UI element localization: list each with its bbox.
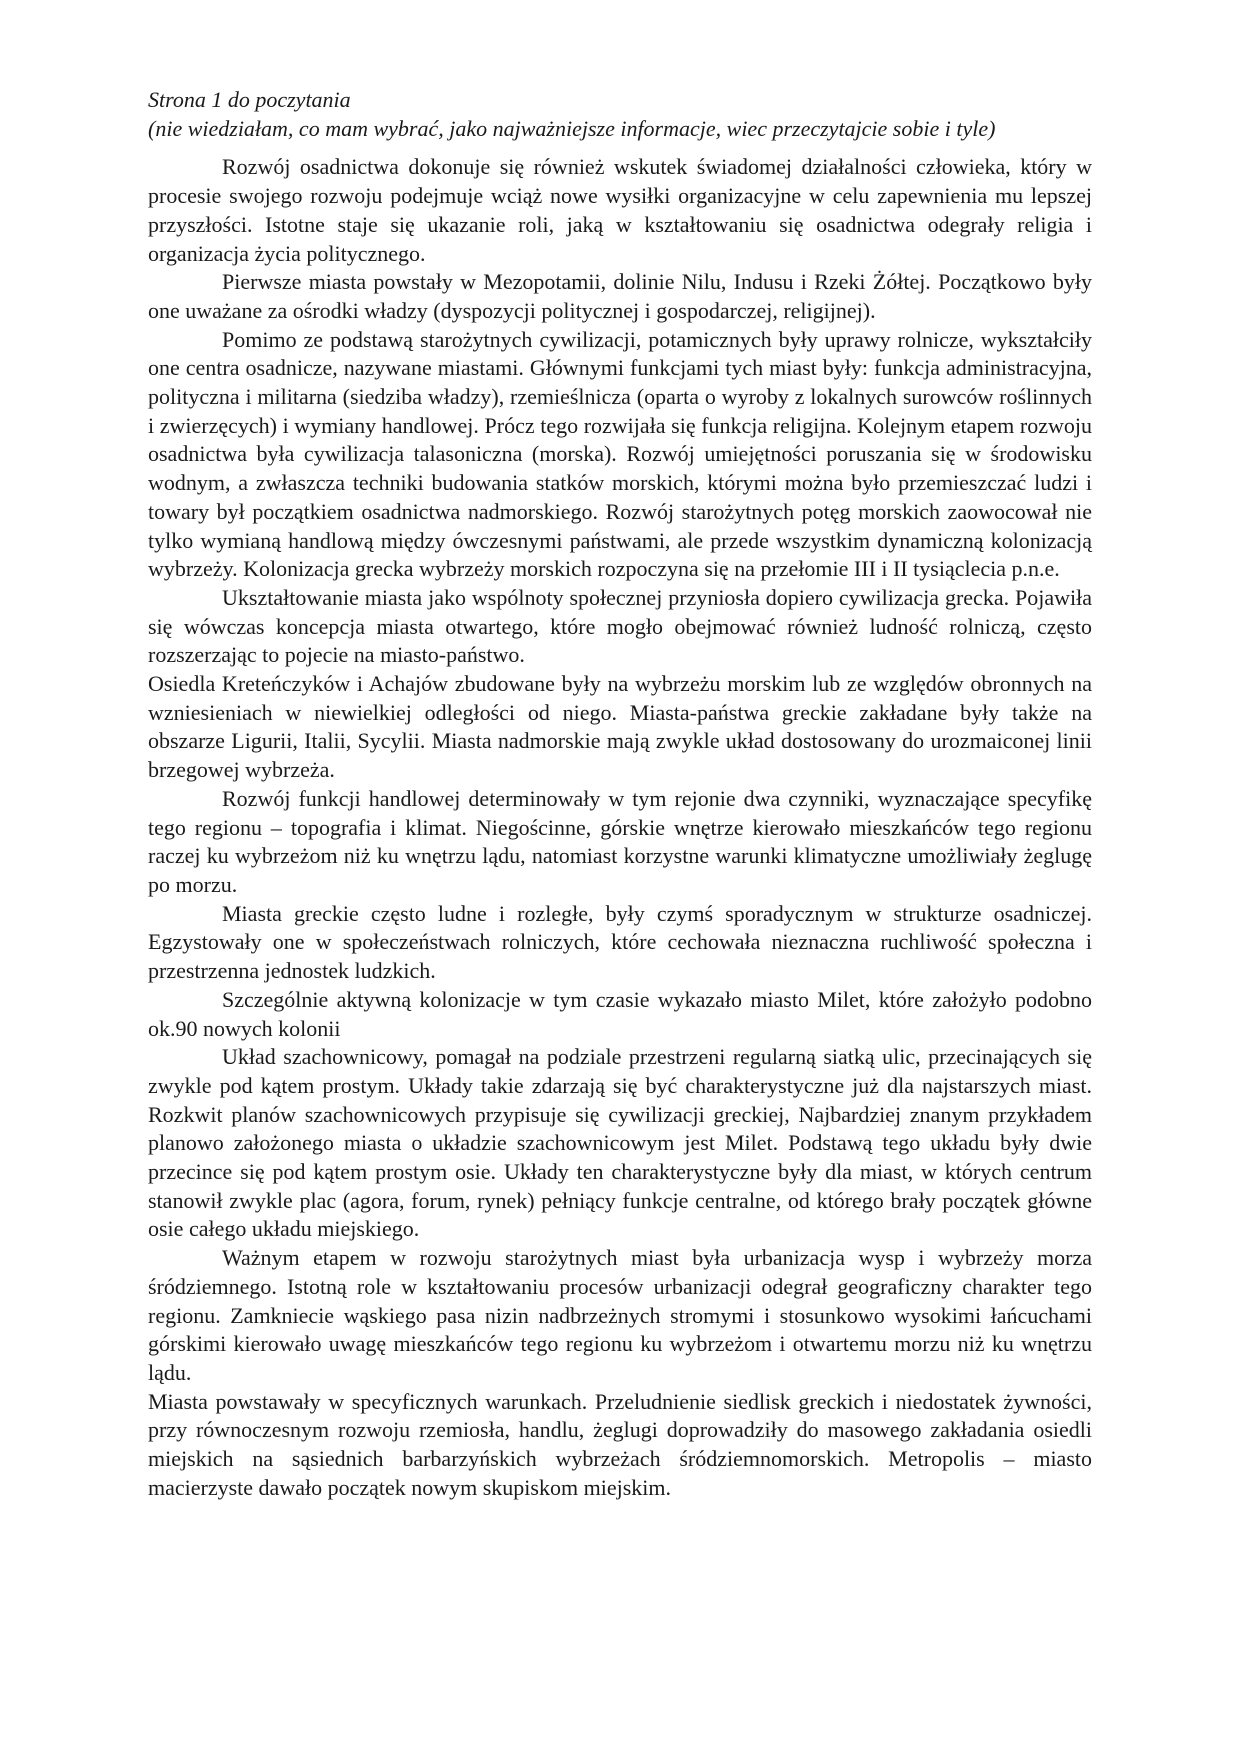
document-heading [148,86,1092,143]
document-subtitle: (nie wiedziałam, co mam wybrać, jako najważniejsze informacje, wiec przeczytajcie sobie i tyle) [148,115,996,141]
paragraph: Miasta greckie często ludne i rozległe, były czymś sporadycznym w strukturze osadniczej. Egzystowały one w społeczeństwach rolniczych, które cechowała nieznaczna ruchliwość społeczna i przestrzenna jednostek ludzkich. [148,900,1092,984]
paragraph: Pomimo ze podstawą starożytnych cywilizacji, potamicznych były uprawy rolnicze, wykształciły one centra osadnicze, nazywane miastami. Głównymi funkcjami tych miast były: funkcja administracyjna, polityczna i militarna (siedziba władzy), rzemieślnicza (oparta o wyroby z lokalnych surowców roślinnych i zwierzęcych) i wymiany handlowej. Prócz tego rozwijała się funkcja religijna. Kolejnym etapem rozwoju osadnictwa była cywilizacja talasoniczna (morska). Rozwój umiejętności poruszania się w środowisku wodnym, a zwłaszcza techniki budowania statków morskich, którymi można było przemieszczać ludzi i towary był początkiem osadnictwa nadmorskiego. Rozwój starożytnych potęg morskich zaowocował nie tylko wymianą handlową między ówczesnymi państwami, ale przede wszystkim dynamiczną kolonizacją wybrzeży. Kolonizacja grecka wybrzeży morskich rozpoczyna się na przełomie III i II tysiąclecia p.n.e. [148,326,1092,582]
paragraph: Rozwój osadnictwa dokonuje się również wskutek świadomej działalności człowieka, który w procesie swojego rozwoju podejmuje wciąż nowe wysiłki organizacyjne w celu zapewnienia mu lepszej przyszłości. Istotne staje się ukazanie roli, jaką w kształtowaniu się osadnictwa odegrały religia i organizacja życia politycznego. [148,154,1092,266]
paragraph: Osiedla Kreteńczyków i Achajów zbudowane były na wybrzeżu morskim lub ze względów obronnych na wzniesieniach w niewielkiej odległości od niego. Miasta-państwa greckie zakładane były także na obszarze Ligurii, Italii, Sycylii. Miasta nadmorskie mają zwykle układ dostosowany do urozmaiconej linii brzegowej wybrzeża. [148,671,1092,783]
document-title: Strona 1 do poczytania [148,87,351,112]
paragraph: Ukształtowanie miasta jako wspólnoty społecznej przyniosła dopiero cywilizacja grecka. Pojawiła się wówczas koncepcja miasta otwartego, które mogło obejmować również ludność rolniczą, często rozszerzając to pojecie na miasto-państwo. [148,584,1092,668]
paragraph: Ważnym etapem w rozwoju starożytnych miast była urbanizacja wysp i wybrzeży morza śródziemnego. Istotną role w kształtowaniu procesów urbanizacji odegrał geograficzny charakter tego regionu. Zamkniecie wąskiego pasa nizin nadbrzeżnych stromymi i stosunkowo wysokimi łańcuchami górskimi kierowało uwagę mieszkańców tego regionu ku wybrzeżom i otwartemu morzu niż ku wnętrzu lądu. [148,1245,1092,1385]
paragraph: Pierwsze miasta powstały w Mezopotamii, dolinie Nilu, Indusu i Rzeki Żółtej. Początkowo były one uważane za ośrodki władzy (dyspozycji politycznej i gospodarczej, religijnej). [148,269,1092,323]
document-page [148,86,1092,1502]
document-body [148,153,1092,1502]
paragraph: Szczególnie aktywną kolonizacje w tym czasie wykazało miasto Milet, które założyło podobno ok.90 nowych kolonii [148,986,1092,1041]
paragraph: Rozwój funkcji handlowej determinowały w tym rejonie dwa czynniki, wyznaczające specyfikę tego regionu – topografia i klimat. Niegościnne, górskie wnętrze kierowało mieszkańców tego regionu raczej ku wybrzeżom niż ku wnętrzu lądu, natomiast korzystne warunki klimatyczne umożliwiały żeglugę po morzu. [148,785,1092,897]
paragraph: Układ szachownicowy, pomagał na podziale przestrzeni regularną siatką ulic, przecinających się zwykle pod kątem prostym. Układy takie zdarzają się być charakterystyczne już dla najstarszych miast. Rozkwit planów szachownicowych przypisuje się cywilizacji greckiej, Najbardziej znanym przykładem planowo założonego miasta o układzie szachownicowym jest Milet. Podstawą tego układu były dwie przecince się pod kątem prostym osie. Układy ten charakterystyczne były dla miast, w których centrum stanowił zwykle plac (agora, forum, rynek) pełniący funkcje centralne, od którego brały początek główne osie całego układu miejskiego. [148,1044,1092,1242]
paragraph: Miasta powstawały w specyficznych warunkach. Przeludnienie siedlisk greckich i niedostatek żywności, przy równoczesnym rozwoju rzemiosła, handlu, żeglugi doprowadziły do masowego zakładania osiedli miejskich na sąsiednich barbarzyńskich wybrzeżach śródziemnomorskich. Metropolis – miasto macierzyste dawało początek nowym skupiskom miejskim. [148,1388,1092,1500]
